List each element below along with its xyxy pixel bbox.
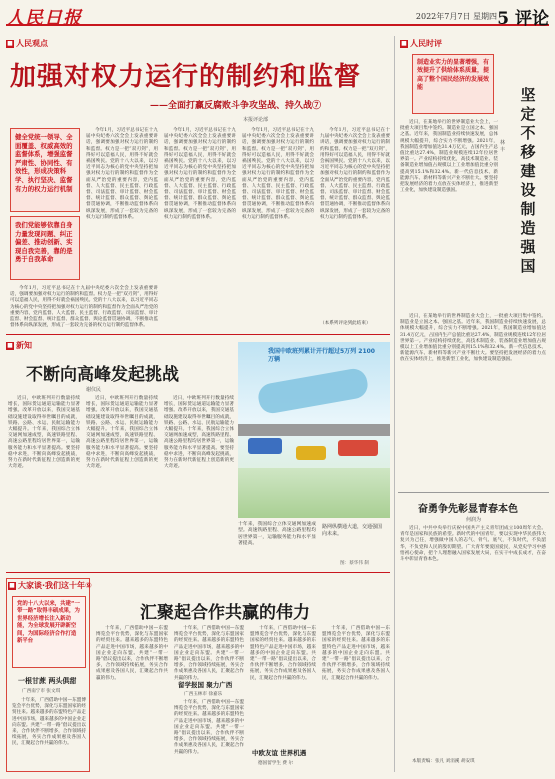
section-tag-right [400, 38, 442, 49]
column-divider [394, 36, 395, 772]
middle-headline: 不断向高峰发起挑战 [26, 365, 179, 385]
article-column [250, 626, 316, 746]
right-byline: 林 丰 [500, 140, 506, 153]
article-column [164, 128, 236, 328]
right-sub-byline: 何润为 [466, 517, 482, 523]
newspaper-logo: 人民日报 [6, 8, 82, 29]
page-label [497, 4, 549, 29]
pullquote-box: 我们党能够依靠自身力量发现问题、纠正偏差、推动创新、实现自我完善，靠的是勇于自我革命 [10, 216, 80, 280]
article-column [12, 698, 86, 768]
road-graphic [238, 424, 390, 436]
sub-byline: 广西玉林市 徐嘉乐 [184, 692, 223, 697]
sub-headline: 一根甘蔗 两头俱甜 [18, 676, 77, 685]
landscape-graphic [238, 468, 390, 518]
section-tag-label: 人民观点 [16, 39, 48, 48]
caption-credit: 图：蔡华伟 制 [340, 561, 370, 566]
article-paragraph: 近日，中欧班列开行数量持续增长，国际货运通道运输能力显著增强。改革开放以来，我国交通基础设施建设取得举世瞩目的成就，铁路、公路、水运、民航运输能力大幅提升。十年来，我国综合立体交通网加速成型，高速铁路里程、高速公路里程均居世界第一，运输服务能力和水平显著提高。要坚持稳中求进，不断向高峰发起挑战，努力在新时代新征程上创造新的更大奇迹。 [164, 396, 234, 470]
section-divider [6, 572, 390, 573]
article-paragraph: 十年来，广西借助中国—东盟博览会平台优势，深化与东盟国家的经贸往来。越来越多的东盟特色产品走进中国市场，越来越多的中国企业走向东盟。共建“一带一路”倡议提出以来，合作伙伴不断增多，合作领域持续拓展，务实合作成果惠及各国人民，汇聚起合作共赢的伟力。 [250, 626, 316, 681]
section-divider [398, 492, 549, 493]
right-headline: 坚定不移建设制造强国 [520, 86, 536, 275]
issue-date [416, 11, 497, 22]
article-paragraph: 今年1月，习近平总书记在十九届中央纪委六次全会上发表重要讲话，强调要加强对权力运行的制约和监督。权力是一把“双刃剑”，用得好可以造福人民，用得不好就会祸国殃民。党的十八大以来，以习近平同志为核心的党中央坚持把加强对权力运行的制约和监督作为全面从严治党的重要内容，党内监督、人大监督、民主监督、行政监督、司法监督、审计监督、财会监督、统计监督、群众监督、舆论监督贯通协调，不断推动监督体系向纵深发展，形成了一套较为完备的权力运行制约监督体系。 [164, 128, 236, 220]
article-column [322, 626, 390, 772]
article-column [320, 128, 390, 318]
article-paragraph: 十年来，广西借助中国—东盟博览会平台优势，深化与东盟国家的经贸往来。越来越多的东盟特色产品走进中国市场，越来越多的中国企业走向东盟。共建“一带一路”倡议提出以来，合作伙伴不断增多，合作领域持续拓展，务实合作成果惠及各国人民，汇聚起合作共赢的伟力。 [96, 626, 168, 681]
article-paragraph: 十年来，广西借助中国—东盟博览会平台优势，深化与东盟国家的经贸往来。越来越多的东盟特色产品走进中国市场，越来越多的中国企业走向东盟。共建“一带一路”倡议提出以来，合作伙伴不断增多，合作领域持续拓展，务实合作成果惠及各国人民，汇聚起合作共赢的伟力。 [174, 626, 244, 681]
bottom-headline: 汇聚起合作共赢的伟力 [140, 603, 310, 623]
section-marker-icon: ■ [9, 581, 15, 589]
article-column [400, 120, 498, 312]
article-paragraph: 十年来，广西借助中国—东盟博览会平台优势，深化与东盟国家的经贸往来。越来越多的东盟特色产品走进中国市场，越来越多的中国企业走向东盟。共建“一带一路”倡议提出以来，合作伙伴不断增多，合作领域持续拓展，务实合作成果惠及各国人民，汇聚起合作共赢的伟力。 [174, 700, 244, 755]
article-paragraph: 今年1月，习近平总书记在十九届中央纪委六次全会上发表重要讲话，强调要加强对权力运行的制约和监督。权力是一把“双刃剑”，用得好可以造福人民，用得不好就会祸国殃民。党的十八大以来，以习近平同志为核心的党中央坚持把加强对权力运行的制约和监督作为全面从严治党的重要内容，党内监督、人大监督、民主监督、行政监督、司法监督、审计监督、财会监督、统计监督、群众监督、舆论监督贯通协调，不断推动监督体系向纵深发展，形成了一套较为完备的权力运行制约监督体系。 [320, 128, 390, 220]
article-column [174, 626, 244, 681]
article-column [86, 128, 158, 280]
pullquote-box: 制造业实力的显著增强，有效提升了供给体系质量，提高了整个国民经济的发展效能 [412, 54, 494, 114]
article-paragraph: 近日，中共中央举行庆祝中国共产主义青年团成立100周年大会。青年是国家和民族的希望。新时代的中国青年，要以实现中华民族伟大复兴为己任，增强做中国人的志气、骨气、底气，不负时代，不负韶华，不负党和人民的殷切期望。广大青年要爱国爱民，从党史学习中感悟初心使命，把个人理想融入国家发展大局，在实干中成长成才，在奋斗中彰显青春本色。 [400, 526, 546, 563]
truck-graphic [296, 446, 326, 460]
article-column [242, 128, 314, 328]
caption-poem: 路网纵横通大道，交通强国向未来。 [322, 524, 383, 537]
pullquote-box: 健全党统一领导、全面覆盖、权威高效的监督体系，增强监督严肃性、协同性、有效性，形成决策科学、执行坚决、监督有力的权力运行机制 [10, 128, 80, 212]
date-text: 2022年7月7日 [415, 12, 471, 21]
train-graphic [256, 367, 370, 416]
sub-headline: 中欧友谊 世界机遇 [252, 749, 307, 757]
illustration-caption: 十年来，我国综合立体交通网加速成型。高速铁路里程、高速公路里程均居世界第一，运输服务能力和水平显著提高。 [238, 522, 316, 547]
sub-byline: 广西南宁市 张文琪 [22, 689, 61, 694]
section-tag-top [6, 38, 48, 49]
article-column [174, 700, 244, 772]
article-paragraph: 近日，在某地举行的世界制造业大会上，一批重大项目集中签约。制造业是立国之本、强国之基。近年来，我国制造业持续快速发展，总体规模大幅提升，综合实力不断增强。2021年，我国制造业增加值达31.4万亿元，占国内生产总值比重达27.4%，制造业规模连续12年位居世界第一。产业结构持续优化，高技术制造业、装备制造业增加值占规模以上工业增加值比重分别提高到15.1%和32.4%。新一代信息技术、新能源汽车、新材料等新兴产业不断壮大。要坚持把发展经济的着力点放在实体经济上，推进新型工业化，加快建设制造强国。 [400, 314, 546, 363]
article-paragraph: 十年来，广西借助中国—东盟博览会平台优势，深化与东盟国家的经贸往来。越来越多的东盟特色产品走进中国市场，越来越多的中国企业走向东盟。共建“一带一路”倡议提出以来，合作伙伴不断增多，合作领域持续拓展，务实合作成果惠及各国人民，汇聚起合作共赢的伟力。 [322, 626, 390, 681]
right-subheadline: 奋勇争先彰显青春本色 [418, 504, 518, 515]
article-column [10, 286, 158, 328]
series-note: （本系列评论到此结束） [320, 321, 371, 326]
article-column [96, 626, 168, 772]
article-paragraph: 近日，中欧班列开行数量持续增长，国际货运通道运输能力显著增强。改革开放以来，我国交通基础设施建设取得举世瞩目的成就，铁路、公路、水运、民航运输能力大幅提升。十年来，我国综合立体交通网加速成型，高速铁路里程、高速公路里程均居世界第一，运输服务能力和水平显著提高。要坚持稳中求进，不断向高峰发起挑战，努力在新时代新征程上创造新的更大奇迹。 [8, 396, 80, 470]
section-tag-label: 新知 [16, 341, 32, 350]
illustration [238, 342, 390, 518]
section-tag-label: 大家谈·我们这十年⑨ [18, 581, 92, 590]
section-tag-middle [6, 340, 32, 351]
section-tag-bottom [8, 580, 92, 591]
byline: 本报评论部 [243, 117, 269, 123]
article-paragraph: 今年1月，习近平总书记在十九届中央纪委六次全会上发表重要讲话，强调要加强对权力运行的制约和监督。权力是一把“双刃剑”，用得好可以造福人民，用得不好就会祸国殃民。党的十八大以来，以习近平同志为核心的党中央坚持把加强对权力运行的制约和监督作为全面从严治党的重要内容，党内监督、人大监督、民主监督、行政监督、司法监督、审计监督、财会监督、统计监督、群众监督、舆论监督贯通协调，不断推动监督体系向纵深发展，形成了一套较为完备的权力运行制约监督体系。 [10, 286, 158, 329]
illustration-caption-text: 我国中欧班列累计开行超过5万列 2100万辆 [268, 348, 375, 363]
article-column [8, 396, 80, 566]
page-footer: 本版责编：张凡 刘涓溪 胡安琪 [412, 759, 475, 764]
masthead [6, 4, 549, 29]
weekday-text: 星期四 [473, 12, 497, 21]
page-number: 5 [497, 9, 510, 29]
quote-box: 党的十八大以来，共建“一带一路”取得丰硕成果，为世界经济增长注入新动能，为全球发展开辟新空间，为国际经济合作打造新平台 [12, 596, 86, 668]
article-column [86, 396, 158, 566]
section-divider [6, 334, 390, 335]
article-column [400, 314, 546, 486]
section-marker-icon: ■ [7, 39, 13, 47]
middle-byline: 谢仪民 [86, 387, 102, 393]
bus-graphic [248, 438, 282, 454]
article-paragraph: 近日，在某地举行的世界制造业大会上，一批重大项目集中签约。制造业是立国之本、强国之基。近年来，我国制造业持续快速发展，总体规模大幅提升，综合实力不断增强。2021年，我国制造业增加值达31.4万亿元，占国内生产总值比重达27.4%，制造业规模连续12年位居世界第一。产业结构持续优化，高技术制造业、装备制造业增加值占规模以上工业增加值比重分别提高到15.1%和32.4%。新一代信息技术、新能源汽车、新材料等新兴产业不断壮大。要坚持把发展经济的着力点放在实体经济上，推进新型工业化，加快建设制造强国。 [400, 120, 498, 194]
sub-byline: 德国留学生 费 尔 [258, 761, 294, 766]
article-paragraph: 近日，中欧班列开行数量持续增长，国际货运通道运输能力显著增强。改革开放以来，我国交通基础设施建设取得举世瞩目的成就，铁路、公路、水运、民航运输能力大幅提升。十年来，我国综合立体交通网加速成型，高速铁路里程、高速公路里程均居世界第一，运输服务能力和水平显著提高。要坚持稳中求进，不断向高峰发起挑战，努力在新时代新征程上创造新的更大奇迹。 [86, 396, 158, 470]
section-marker-icon: ■ [401, 39, 407, 47]
section-marker-icon: ■ [7, 341, 13, 349]
sub-headline: 留学报国 聚力广西 [178, 681, 233, 689]
article-paragraph: 今年1月，习近平总书记在十九届中央纪委六次全会上发表重要讲话，强调要加强对权力运行的制约和监督。权力是一把“双刃剑”，用得好可以造福人民，用得不好就会祸国殃民。党的十八大以来，以习近平同志为核心的党中央坚持把加强对权力运行的制约和监督作为全面从严治党的重要内容，党内监督、人大监督、民主监督、行政监督、司法监督、审计监督、财会监督、统计监督、群众监督、舆论监督贯通协调，不断推动监督体系向纵深发展，形成了一套较为完备的权力运行制约监督体系。 [86, 128, 158, 220]
bus-graphic [338, 440, 378, 456]
article-column [164, 396, 234, 566]
article-column [400, 526, 546, 754]
section-tag-label: 人民时评 [410, 39, 442, 48]
page-name: 评论 [515, 9, 549, 29]
headline-subtitle: ——全面打赢反腐败斗争攻坚战、持久战⑦ [150, 101, 322, 111]
article-paragraph: 十年来，广西借助中国—东盟博览会平台优势，深化与东盟国家的经贸往来。越来越多的东盟特色产品走进中国市场，越来越多的中国企业走向东盟。共建“一带一路”倡议提出以来，合作伙伴不断增多，合作领域持续拓展，务实合作成果惠及各国人民，汇聚起合作共赢的伟力。 [12, 698, 86, 747]
article-paragraph: 今年1月，习近平总书记在十九届中央纪委六次全会上发表重要讲话，强调要加强对权力运行的制约和监督。权力是一把“双刃剑”，用得好可以造福人民，用得不好就会祸国殃民。党的十八大以来，以习近平同志为核心的党中央坚持把加强对权力运行的制约和监督作为全面从严治党的重要内容，党内监督、人大监督、民主监督、行政监督、司法监督、审计监督、财会监督、统计监督、群众监督、舆论监督贯通协调，不断推动监督体系向纵深发展，形成了一套较为完备的权力运行制约监督体系。 [242, 128, 314, 220]
headline: 加强对权力运行的制约和监督 [10, 62, 362, 92]
